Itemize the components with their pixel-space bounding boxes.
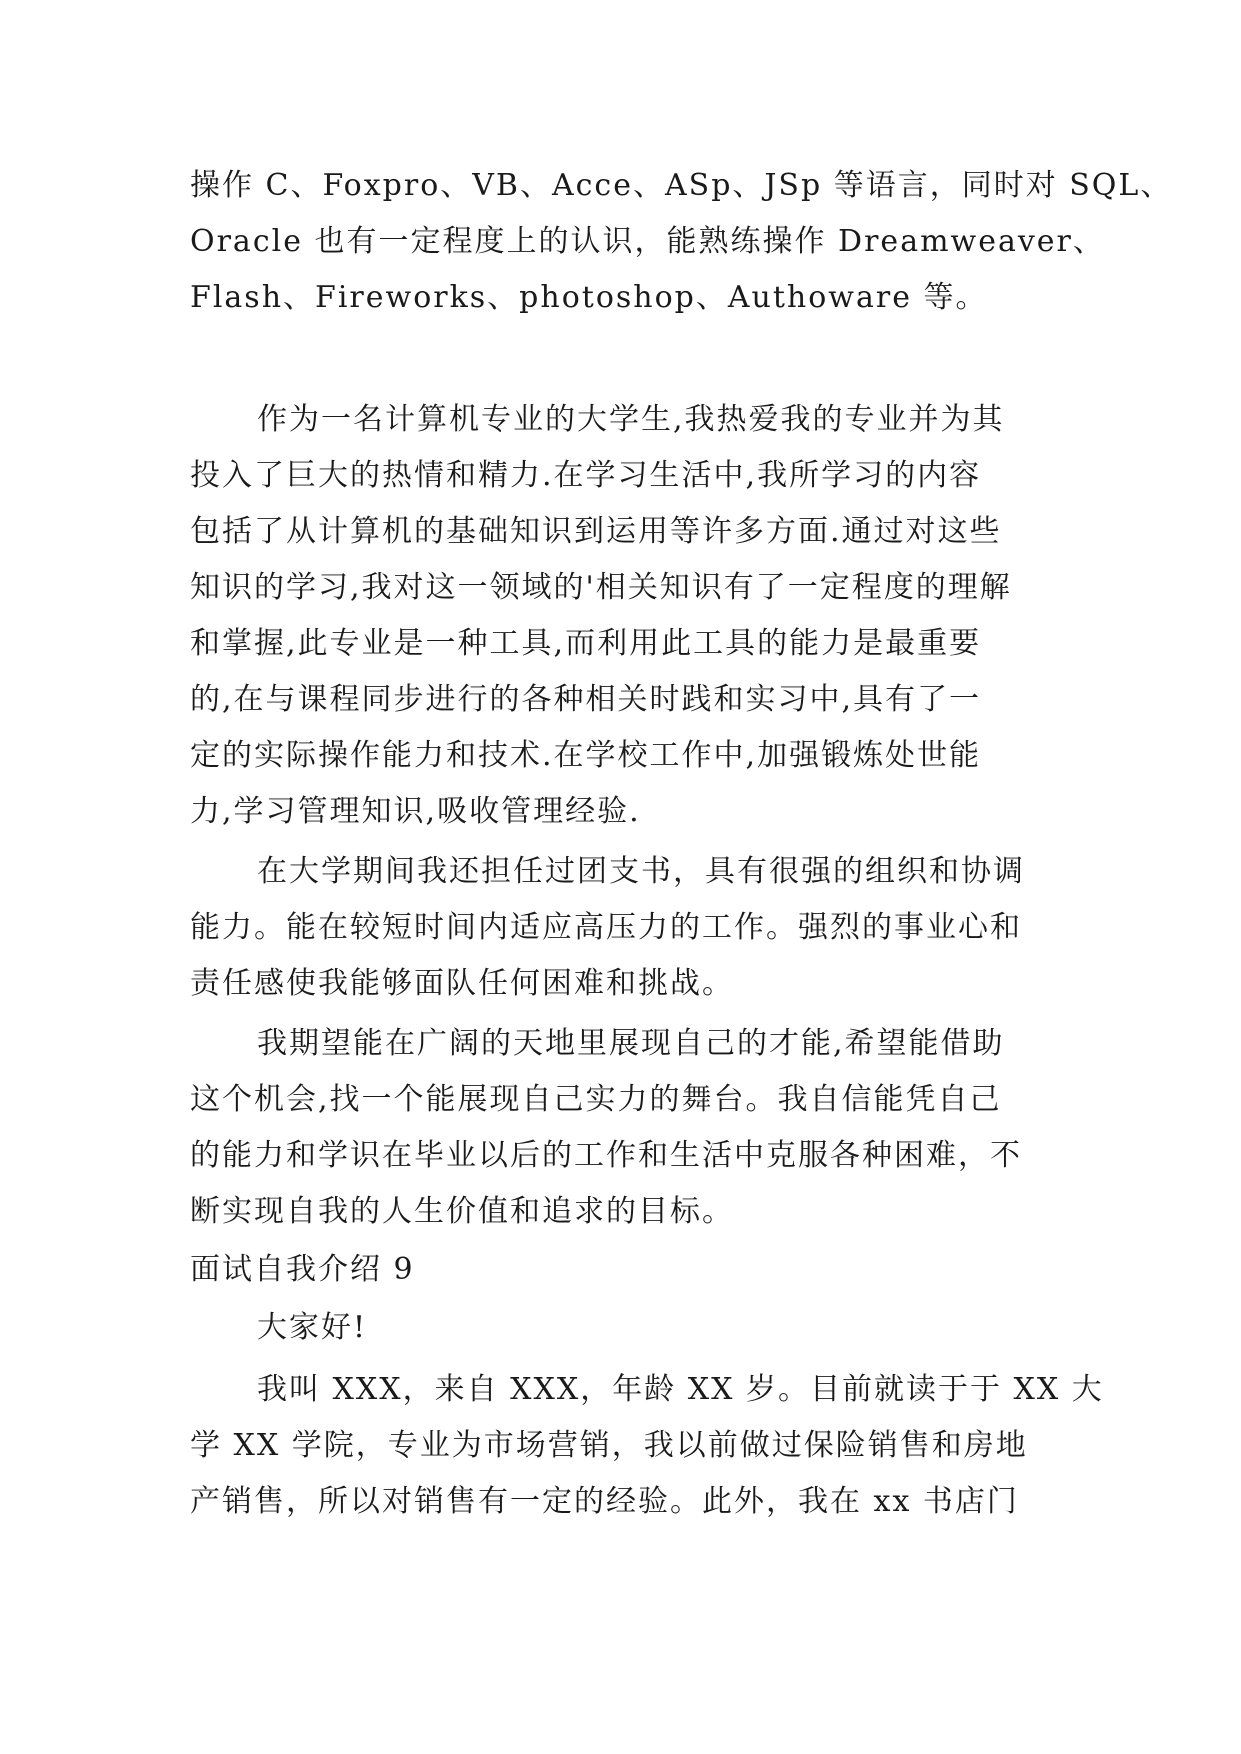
p5-line-1: 我叫 XXX，来自 XXX，年龄 XX 岁。目前就读于于 XX 大 bbox=[257, 1372, 1104, 1407]
p2-line-5: 和掌握,此专业是一种工具,而利用此工具的能力是最重要 bbox=[190, 626, 982, 661]
p2-line-7: 定的实际操作能力和技术.在学校工作中,加强锻炼处世能 bbox=[190, 738, 982, 773]
p4-line-1: 我期望能在广阔的天地里展现自己的才能,希望能借助 bbox=[257, 1026, 1005, 1061]
p5-line-3: 产销售，所以对销售有一定的经验。此外，我在 xx 书店门 bbox=[190, 1484, 1019, 1519]
p4-line-3: 的能力和学识在毕业以后的工作和生活中克服各种困难，不 bbox=[190, 1138, 1022, 1173]
p3-line-1: 在大学期间我还担任过团支书，具有很强的组织和协调 bbox=[257, 854, 1025, 889]
p1-line-2: Oracle 也有一定程度上的认识，能熟练操作 Dreamweaver、 bbox=[190, 224, 1105, 259]
p1-line-3: Flash、Fireworks、photoshop、Authoware 等。 bbox=[190, 280, 988, 315]
p1-line-1: 操作 C、Foxpro、VB、Acce、ASp、JSp 等语言，同时对 SQL、 bbox=[190, 168, 1173, 203]
p2-line-3: 包括了从计算机的基础知识到运用等许多方面.通过对这些 bbox=[190, 514, 1002, 549]
p2-line-2: 投入了巨大的热情和精力.在学习生活中,我所学习的内容 bbox=[190, 458, 982, 493]
p2-line-6: 的,在与课程同步进行的各种相关时践和实习中,具有了一 bbox=[190, 682, 982, 717]
p2-line-8: 力,学习管理知识,吸收管理经验. bbox=[190, 794, 641, 829]
p2-line-4: 知识的学习,我对这一领域的'相关知识有了一定程度的理解 bbox=[190, 570, 1012, 605]
p3-line-2: 能力。能在较短时间内适应高压力的工作。强烈的事业心和 bbox=[190, 910, 1022, 945]
greeting: 大家好! bbox=[257, 1310, 368, 1345]
p5-line-2: 学 XX 学院，专业为市场营销，我以前做过保险销售和房地 bbox=[190, 1428, 1028, 1463]
section-heading: 面试自我介绍 9 bbox=[190, 1252, 415, 1287]
p4-line-2: 这个机会,找一个能展现自己实力的舞台。我自信能凭自己 bbox=[190, 1082, 1002, 1117]
p2-line-1: 作为一名计算机专业的大学生,我热爱我的专业并为其 bbox=[257, 402, 1005, 437]
p4-line-4: 断实现自我的人生价值和追求的目标。 bbox=[190, 1194, 734, 1229]
p3-line-3: 责任感使我能够面队任何困难和挑战。 bbox=[190, 966, 734, 1001]
